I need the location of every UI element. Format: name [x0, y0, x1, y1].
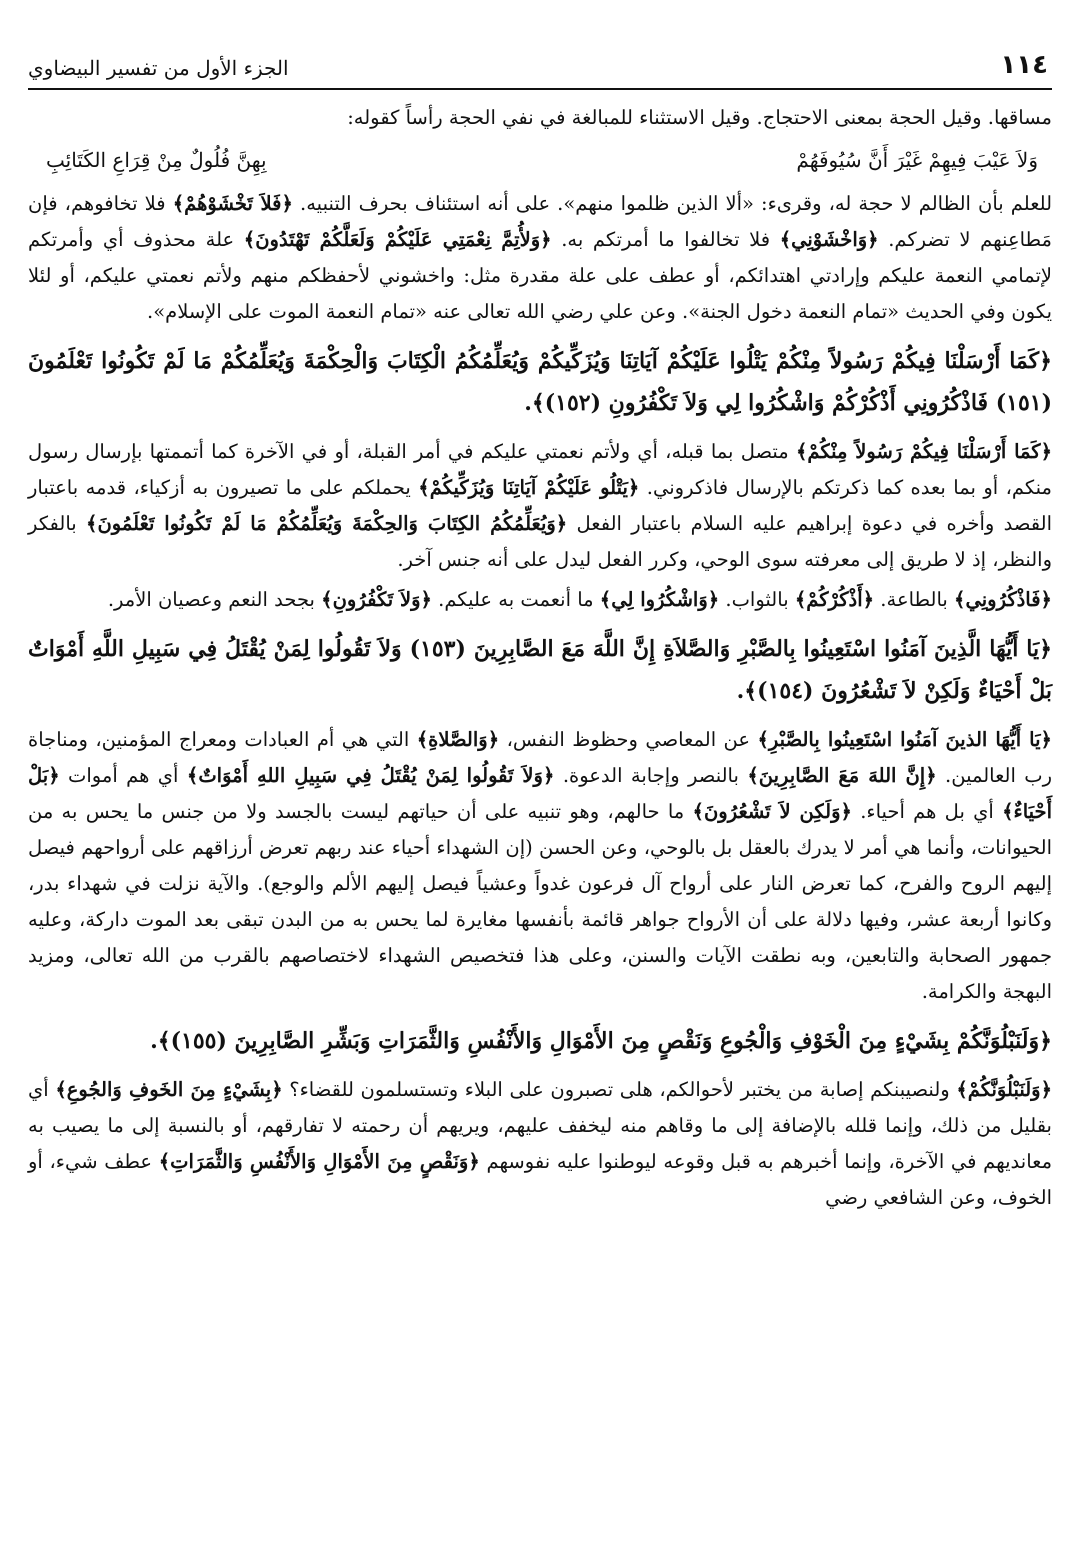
page-content	[28, 100, 1052, 1216]
poetry-line	[46, 140, 1038, 180]
quran-verse-151-152: ﴿كَمَا أَرْسَلْنَا فِيكُمْ رَسُولاً مِنْكُمْ يَتْلُوا عَلَيْكُمْ آيَاتِنَا وَيُزَكِّيكُمْ وَيُعَلِّمُكُمُ الْكِتَابَ وَالْحِكْمَةَ وَيُعَلِّمُكُمْ مَا لَمْ تَكُونُوا تَعْلَمُونَ (١٥١) فَاذْكُرُونِي أَذْكُرْكُمْ وَاشْكُرُوا لِي وَلاَ تَكْفُرُونِ (١٥٢)﴾.	[28, 348, 1052, 416]
running-title: الجزء الأول من تفسير البيضاوي	[28, 56, 289, 80]
paragraph-2	[28, 186, 1052, 330]
commentary-text: ولنصيبنكم إصابة من يختبر لأحوالكم، هلى تصبرون على البلاء وتستسلمون للقضاء؟	[289, 1078, 950, 1101]
commentary-text: متصل بما قبله، أي ولأتم نعمتي عليكم في أمر القبلة، أو في الآخرة كما أتممتها بإرسال رسول منكم، أو بما بعده كما ذكرتكم بالإرسال فاذكروني.	[28, 440, 1052, 499]
quran-verse-153-154: ﴿يَا أَيُّهَا الَّذِينَ آمَنُوا اسْتَعِينُوا بِالصَّبْرِ وَالصَّلاَةِ إِنَّ اللَّهَ مَعَ الصَّابِرِينَ (١٥٣) وَلاَ تَقُولُوا لِمَنْ يُقْتَلُ فِي سَبِيلِ اللَّهِ أَمْوَاتٌ بَلْ أَحْيَاءٌ وَلَكِنْ لاَ تَشْعُرُونَ (١٥٤)﴾.	[28, 636, 1053, 704]
quran-quote: ﴿وَلَكِن لاَ تَشْعُرُونَ﴾	[692, 800, 852, 823]
commentary-text: ما حالهم، وهو تنبيه على أن حياتهم ليست بالجسد ولا من جنس ما يحس به من الحيوانات، وأنما هي أمر لا يدرك بالعقل بل بالوحي، وعن الحسن (إن الشهداء أحياء عند ربهم تعرض أرزاقهم على أرواحهم فيصل إليهم الروح والفرح، كما تعرض النار على أرواح آل فرعون غدواً وعشياً فيصل إليهم الألم والوجع). والآية نزلت في شهداء بدر، وكانوا أربعة عشر، وفيها دلالة على أن الأرواح جواهر قائمة بأنفسها مغايرة لما يحس به من البدن تبقى بعد الموت داركة، وعليه جمهور الصحابة والتابعين، وبه نطقت الآيات والسنن، وعلى هذا فتخصيص الشهداء لاختصاصهم بالقرب من الله تعالى، ومزيد البهجة والكرامة.	[28, 800, 1052, 1003]
commentary-text: أي بل هم أحياء.	[860, 800, 994, 823]
commentary-text: فلا تخافوهم، فإن مَطاعِنهم لا تضركم.	[28, 192, 1052, 251]
quran-verse-155: ﴿وَلَنَبْلُوَنَّكُمْ بِشَيْءٍ مِنَ الْخَوْفِ وَالْجُوعِ وَنَقْصٍ مِنَ الأَمْوَالِ وَالأَنْفُسِ وَالثَّمَرَاتِ وَبَشِّرِ الصَّابِرِينَ (١٥٥)﴾.	[150, 1028, 1052, 1054]
commentary-text: بالنصر وإجابة الدعوة.	[562, 764, 739, 787]
quran-quote: ﴿بَلْ أَحْيَاءٌ﴾	[28, 764, 1053, 823]
paragraph-6	[28, 1072, 1052, 1216]
commentary-text: يحملكم على ما تصيرون به أزكياء، قدمه باعتبار القصد وأخره في دعوة إبراهيم عليه السلام باعتبار الفعل	[28, 476, 1052, 535]
quran-quote: ﴿بِشَيْءٍ مِنَ الخَوفِ وَالجُوعِ﴾	[55, 1078, 283, 1101]
book-page	[28, 48, 1052, 1528]
paragraph-1: مساقها. وقيل الحجة بمعنى الاحتجاج. وقيل الاستثناء للمبالغة في نفي الحجة رأساً كقوله:	[347, 106, 1052, 129]
paragraph-5	[28, 722, 1052, 1010]
quran-quote: ﴿وَنَقْصٍ مِنَ الأَمْوَالِ وَالأَنْفُسِ وَالثَّمَرَاتِ﴾	[158, 1150, 480, 1173]
quran-quote: ﴿كَمَا أَرْسَلْنَا فِيكُمْ رَسُولاً مِنْكُمْ﴾	[795, 440, 1052, 463]
page-header	[28, 48, 1052, 90]
commentary-text: علة محذوف أي وأمرتكم لإتمامي النعمة عليكم وإرادتي اهتدائكم، أو عطف على علة مقدرة مثل: واخشوني لأحفظكم منهم ولأتم نعمتي عليكم، أو لئلا يكون وفي الحديث «تمام النعمة دخول الجنة». وعن علي رضي الله تعالى عنه «تمام النعمة الموت على الإسلام».	[28, 228, 1052, 323]
page-number: ١١٤	[1000, 50, 1048, 80]
quran-quote: ﴿يَتْلُو عَلَيْكُمْ آيَاتِنَا وَيُزَكِّيكُمْ﴾	[418, 476, 640, 499]
quran-quote: ﴿أَذْكُرْكُمْ﴾	[794, 588, 875, 611]
poem-second-hemistich: بِهِنَّ فُلُولٌ مِنْ قِرَاعِ الكَتَائِبِ	[46, 148, 267, 172]
commentary-text: عطف شيء، أو الخوف، وعن الشافعي رضي	[28, 1150, 1052, 1209]
commentary-text: بالثواب.	[725, 588, 789, 611]
commentary-text: ما أنعمت به عليكم.	[438, 588, 594, 611]
commentary-text: بالطاعة.	[880, 588, 948, 611]
commentary-text: عن المعاصي وحظوظ النفس،	[506, 728, 751, 751]
poem-first-hemistich: وَلاَ عَيْبَ فِيهِمْ غَيْرَ أَنَّ سُيُوفَهُمْ	[796, 148, 1038, 172]
commentary-text: أي بقليل من ذلك، وإنما قلله بالإضافة إلى ما وقاهم منه ليخفف عليهم، ويريهم أن رحمته لا تفارقهم، أو بالنسبة إلى ما يصيب به معانديهم في الآخرة، وإنما أخبرهم به قبل وقوعه ليوطنوا عليه نفوسهم	[28, 1078, 1053, 1173]
commentary-text: للعلم بأن الظالم لا حجة له، وقرىء: «ألا الذين ظلموا منهم». على أنه استئناف بحرف التنبيه.	[300, 192, 1053, 215]
commentary-text: التي هي أم العبادات ومعراج المؤمنين، ومناجاة رب العالمين.	[28, 728, 1053, 787]
paragraph-4	[28, 582, 1052, 618]
quran-quote: ﴿فَلاَ تَخْشَوْهُمْ﴾	[172, 192, 293, 215]
commentary-text: أي هم أموات	[68, 764, 179, 787]
quran-quote: ﴿وَاخْشَوْنِي﴾	[779, 228, 879, 251]
commentary-text: بالفكر والنظر، إذ لا طريق إلى معرفته سوى الوحي، وكرر الفعل ليدل على أنه جنس آخر.	[28, 512, 1052, 571]
commentary-text: بجحد النعم وعصيان الأمر.	[107, 588, 315, 611]
commentary-text: فلا تخالفوا ما أمرتكم به.	[561, 228, 771, 251]
quran-quote: ﴿إِنَّ اللهَ مَعَ الصَّابِرِينَ﴾	[747, 764, 937, 787]
quran-quote: ﴿وَلَنَبْلُوَنَّكُمْ﴾	[956, 1078, 1052, 1101]
quran-quote: ﴿وَلأُتِمَّ نِعْمَتِي عَلَيْكُمْ وَلَعَلَّكُمْ تَهْتَدُونَ﴾	[243, 228, 552, 251]
quran-quote: ﴿وَيُعَلِّمُكُمُ الكِتَابَ وَالحِكْمَةَ وَيُعَلِّمُكُمْ مَا لَمْ تَكُونُوا تَعْلَمُونَ﴾	[86, 512, 568, 535]
quran-quote: ﴿وَاشْكُرُوا لِي﴾	[599, 588, 720, 611]
quran-quote: ﴿فَاذْكُرُونِي﴾	[954, 588, 1052, 611]
paragraph-3	[28, 434, 1052, 578]
quran-quote: ﴿وَلاَ تَكْفُرُونِ﴾	[321, 588, 432, 611]
quran-quote: ﴿وَلاَ تَقُولُوا لِمَنْ يُقْتَلُ فِي سَبِيلِ اللهِ أَمْوَاتٌ﴾	[186, 764, 555, 787]
quran-quote: ﴿يَا أَيُّهَا الذينَ آمَنُوا اسْتَعِينُوا بِالصَّبْرِ﴾	[757, 728, 1052, 751]
quran-quote: ﴿وَالصَّلاةِ﴾	[416, 728, 500, 751]
